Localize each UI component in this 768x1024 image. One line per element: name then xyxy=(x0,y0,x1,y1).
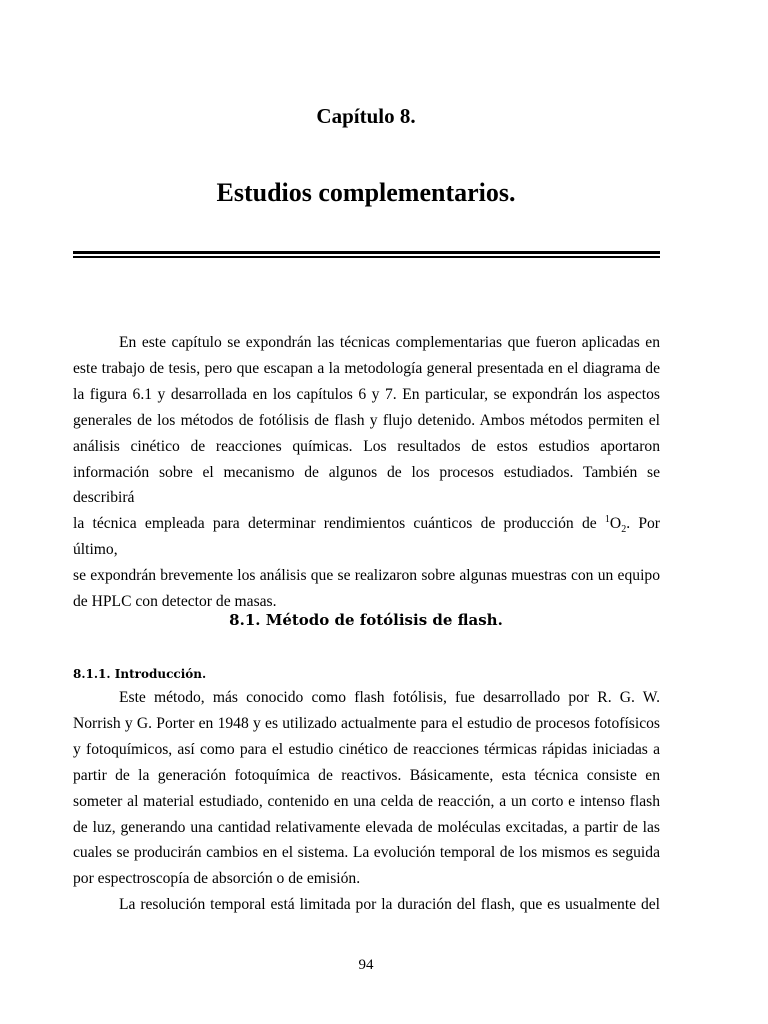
subscript: 2 xyxy=(621,524,627,536)
intro-line: la figura 6.1 y desarrollada en los capítulos 6 y 7. En particular, se expondrán los aspectos xyxy=(73,385,660,403)
intro-paragraph xyxy=(73,330,660,615)
intro-text: . Por último, xyxy=(73,515,660,559)
chapter-label: Capítulo 8. xyxy=(316,104,416,128)
page-number: 94 xyxy=(358,957,374,973)
superscript: 1 xyxy=(604,514,610,526)
section-line: partir de la generación fotoquímica de reactivos. Básicamente, esta técnica consiste en xyxy=(73,766,660,784)
chapter-title: Estudios complementarios. xyxy=(216,178,516,207)
intro-line: análisis cinético de reacciones químicas. Los resultados de estos estudios aportaron xyxy=(73,437,660,455)
oxygen-symbol: O xyxy=(609,515,622,533)
title-rule-bottom xyxy=(73,256,660,258)
section-line: someter al material estudiado, contenido en una celda de reacción, a un corto e intenso flash xyxy=(73,792,660,810)
intro-line: se expondrán brevemente los análisis que se realizaron sobre algunas muestras con un equipo xyxy=(73,567,660,585)
section-body xyxy=(73,685,660,918)
section-line: cuales se producirán cambios en el sistema. La evolución temporal de los mismos es seguida xyxy=(73,844,660,862)
intro-line: este trabajo de tesis, pero que escapan a la metodología general presentada en el diagrama de xyxy=(73,359,660,377)
section-line: de luz, generando una cantidad relativamente elevada de moléculas excitadas, a partir de las xyxy=(73,818,660,836)
section-line: La resolución temporal está limitada por la duración del flash, que es usualmente del xyxy=(119,896,660,914)
intro-line: generales de los métodos de fotólisis de flash y flujo detenido. Ambos métodos permiten el xyxy=(73,411,660,429)
intro-line-oxygen xyxy=(73,511,660,563)
section-line: por espectroscopía de absorción o de emisión. xyxy=(73,870,361,888)
subsection-heading: 8.1.1. Introducción. xyxy=(73,667,207,681)
section-line: Este método, más conocido como flash fotólisis, fue desarrollado por R. G. W. xyxy=(119,689,660,706)
intro-line: de HPLC con detector de masas. xyxy=(73,593,277,611)
section-line: Norrish y G. Porter en 1948 y es utilizado actualmente para el estudio de procesos fotofísicos xyxy=(73,714,660,732)
intro-line: En este capítulo se expondrán las técnicas complementarias que fueron aplicadas en xyxy=(119,334,660,351)
intro-line: información sobre el mecanismo de algunos de los procesos estudiados. También se describirá xyxy=(73,463,660,507)
title-rule-top xyxy=(73,251,660,254)
section-line: y fotoquímicos, así como para el estudio cinético de reacciones térmicas rápidas iniciadas a xyxy=(73,740,660,758)
intro-text: la técnica empleada para determinar rendimientos cuánticos de producción de xyxy=(73,515,605,533)
section-heading: 8.1. Método de fotólisis de flash. xyxy=(229,611,503,629)
